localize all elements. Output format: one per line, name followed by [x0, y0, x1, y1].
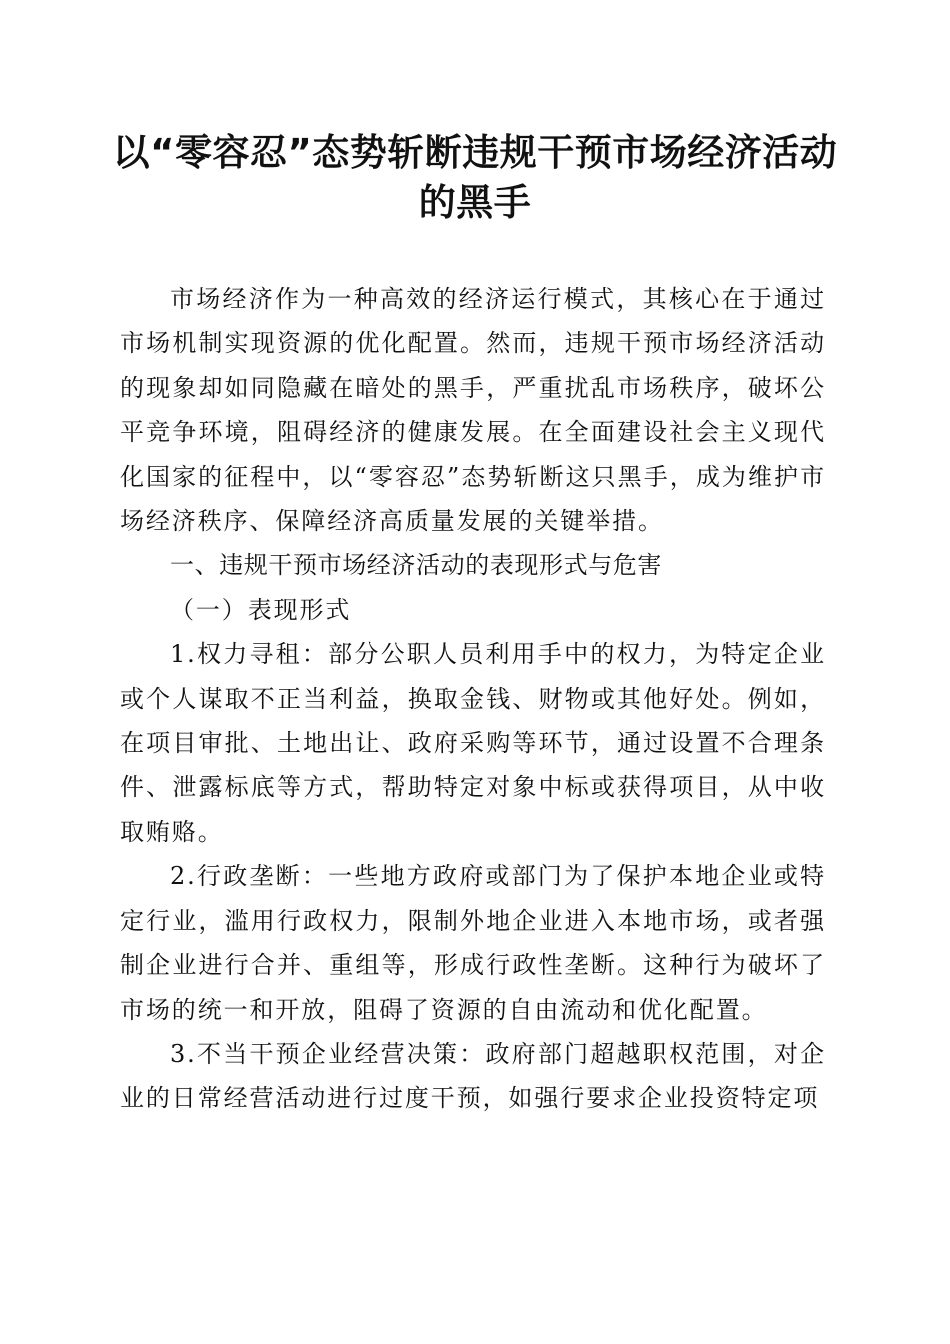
- list-item: 1.权力寻租：部分公职人员利用手中的权力，为特定企业或个人谋取不正当利益，换取金钱、财物或其他好处。例如，在项目审批、土地出让、政府采购等环节，通过设置不合理条件、泄露标底等方式，帮助特定对象中标或获得项目，从中收取贿赂。: [120, 640, 826, 846]
- list-item: 2.行政垄断：一些地方政府或部门为了保护本地企业或特定行业，滥用行政权力，限制外地企业进入本地市场，或者强制企业进行合并、重组等，形成行政性垄断。这种行为破坏了市场的统一和开放，阻碍了资源的自由流动和优化配置。: [120, 862, 826, 1024]
- section-heading: 一、违规干预市场经济活动的表现形式与危害: [170, 551, 662, 580]
- document-title: 以“零容忍”态势斩断违规干预市场经济活动的黑手: [112, 131, 838, 224]
- document-body: [120, 277, 826, 1121]
- subsection-heading: （一）表现形式: [170, 595, 352, 624]
- intro-paragraph: 市场经济作为一种高效的经济运行模式，其核心在于通过市场机制实现资源的优化配置。然而，违规干预市场经济活动的现象却如同隐藏在暗处的黑手，严重扰乱市场秩序，破坏公平竞争环境，阻碍经济的健康发展。在全面建设社会主义现代化国家的征程中，以“零容忍”态势斩断这只黑手，成为维护市场经济秩序、保障经济高质量发展的关键举措。: [120, 285, 826, 536]
- list-item: 3.不当干预企业经营决策：政府部门超越职权范围，对企业的日常经营活动进行过度干预，如强行要求企业投资特定项: [120, 1039, 826, 1113]
